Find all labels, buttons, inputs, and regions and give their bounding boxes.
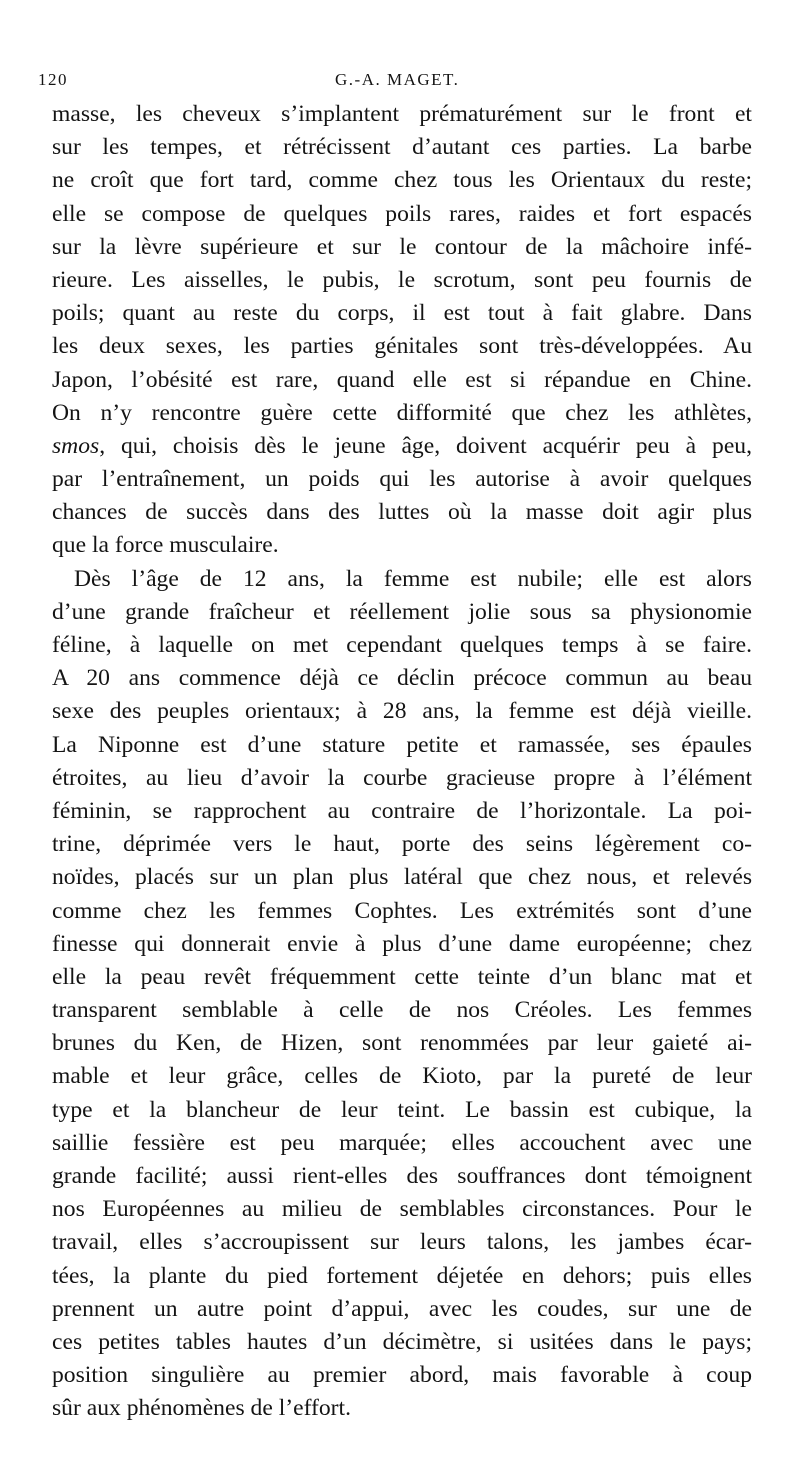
text-line: Japon, l’obésité est rare, quand elle est si répandue en Chine. xyxy=(52,366,752,393)
text-line: comme chez les femmes Cophtes. Les extrémités sont d’une xyxy=(52,897,752,924)
text-line: type et la blancheur de leur teint. Le bassin est cubique, la xyxy=(52,1096,752,1123)
text-line: par l’entraînement, un poids qui les autorise à avoir quelques xyxy=(52,466,752,493)
text-line: tées, la plante du pied fortement déjetée en dehors; puis elles xyxy=(52,1262,752,1289)
text-line: finesse qui donnerait envie à plus d’une dame européenne; chez xyxy=(52,930,752,957)
italic-term: smos xyxy=(52,432,100,459)
page-header xyxy=(38,70,758,100)
text-line: brunes du Ken, de Hizen, sont renommées par leur gaieté ai- xyxy=(52,1030,752,1057)
text-line: ne croît que fort tard, comme chez tous les Orientaux du reste; xyxy=(52,167,752,194)
text-line: sur la lèvre supérieure et sur le contour de la mâchoire infé- xyxy=(52,233,752,260)
text-line: poils; quant au reste du corps, il est tout à fait glabre. Dans xyxy=(52,300,752,327)
text-line: prennent un autre point d’appui, avec les coudes, sur une de xyxy=(52,1295,752,1322)
paragraph-start-line: Dès l’âge de 12 ans, la femme est nubile; elle est alors xyxy=(74,565,752,592)
text-line: ces petites tables hautes d’un décimètre, si usitées dans le pays; xyxy=(52,1328,752,1355)
text-line: elle la peau revêt fréquemment cette teinte d’un blanc mat et xyxy=(52,963,752,990)
text-line: travail, elles s’accroupissent sur leurs talons, les jambes écar- xyxy=(52,1229,752,1256)
text-line: nos Européennes au milieu de semblables circonstances. Pour le xyxy=(52,1196,752,1223)
text-line: féminin, se rapprochent au contraire de l’horizontale. La poi- xyxy=(52,797,752,824)
text-line: A 20 ans commence déjà ce déclin précoce commun au beau xyxy=(52,665,752,692)
text-line: étroites, au lieu d’avoir la courbe gracieuse propre à l’élément xyxy=(52,764,752,791)
text-line: féline, à laquelle on met cependant quelques temps à se faire. xyxy=(52,632,752,658)
text-line: position singulière au premier abord, mais favorable à coup xyxy=(52,1362,752,1389)
text-line: sur les tempes, et rétrécissent d’autant ces parties. La barbe xyxy=(52,134,752,161)
text-line: chances de succès dans des luttes où la masse doit agir plus xyxy=(52,499,752,526)
text-line: La Niponne est d’une stature petite et ramassée, ses épaules xyxy=(52,731,752,758)
paragraph-end-line: sûr aux phénomènes de l’effort. xyxy=(52,1395,351,1422)
text-line: d’une grande fraîcheur et réellement jolie sous sa physionomie xyxy=(52,598,752,625)
text-line: saillie fessière est peu marquée; elles accouchent avec une xyxy=(52,1129,752,1156)
paragraph-end-line: que la force musculaire. xyxy=(52,532,279,559)
text-line: masse, les cheveux s’implantent prématurément sur le front et xyxy=(52,101,752,127)
page-number: 120 xyxy=(38,70,68,89)
text-line: rieure. Les aisselles, le pubis, le scrotum, sont peu fournis de xyxy=(52,266,752,293)
text-line: sexe des peuples orientaux; à 28 ans, la femme est déjà vieille. xyxy=(52,698,752,725)
text-line: elle se compose de quelques poils rares, raides et fort espacés xyxy=(52,200,752,227)
body-text xyxy=(52,98,752,1426)
text-line: les deux sexes, les parties génitales sont très-développées. Au xyxy=(52,333,752,360)
text-line: trine, déprimée vers le haut, porte des seins légèrement co- xyxy=(52,831,752,858)
text-line: mable et leur grâce, celles de Kioto, par la pureté de leur xyxy=(52,1063,752,1090)
text-line: transparent semblable à celle de nos Créoles. Les femmes xyxy=(52,997,752,1024)
text-line: On n’y rencontre guère cette difformité que chez les athlètes, xyxy=(52,399,752,426)
text-line: smos, qui, choisis dès le jeune âge, doivent acquérir peu à peu, xyxy=(52,432,752,459)
text-line: noïdes, placés sur un plan plus latéral que chez nous, et relevés xyxy=(52,864,752,891)
running-head: G.-A. MAGET. xyxy=(335,70,460,89)
text-line: grande facilité; aussi rient-elles des souffrances dont témoignent xyxy=(52,1163,752,1189)
